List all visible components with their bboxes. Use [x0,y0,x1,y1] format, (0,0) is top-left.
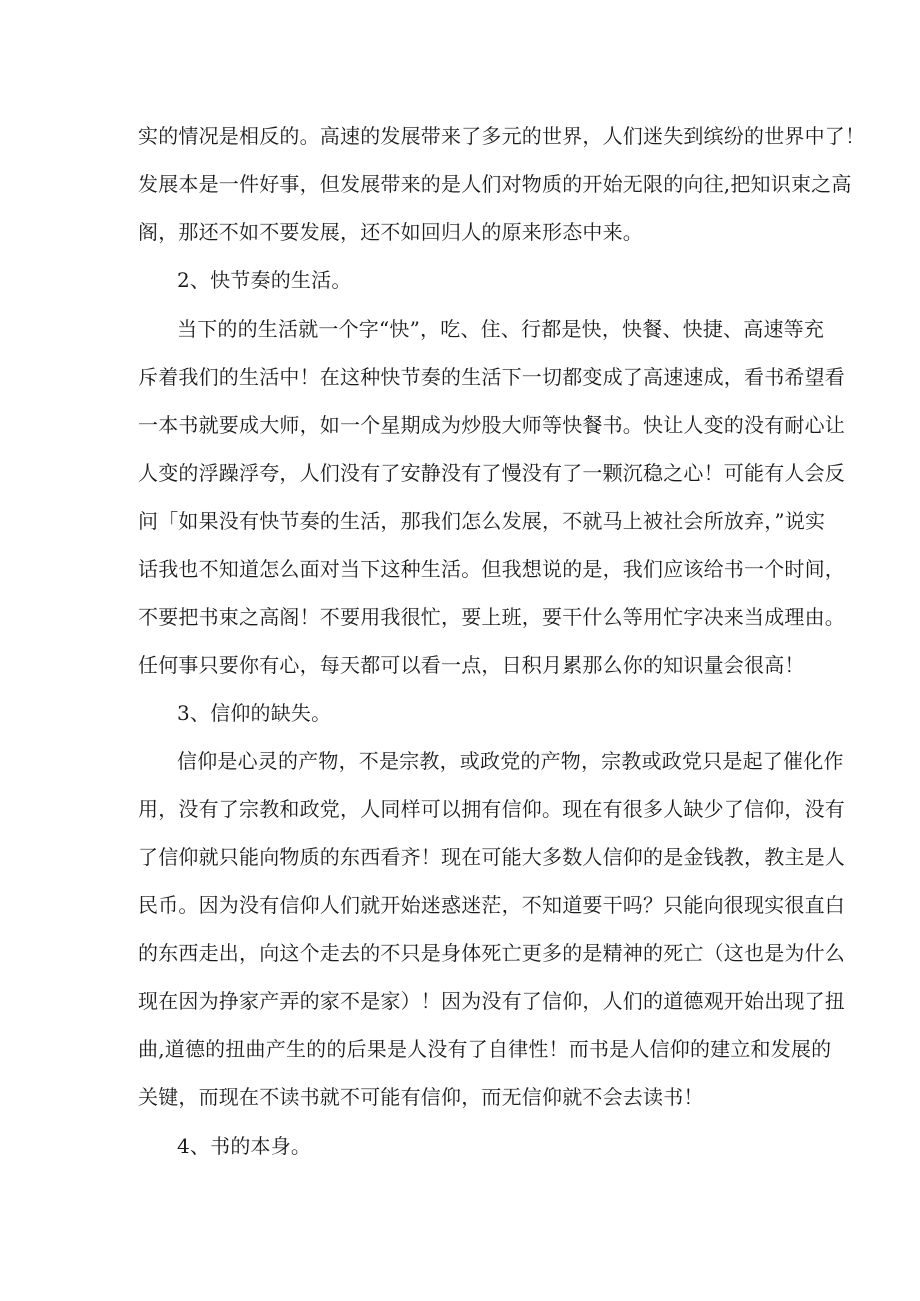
paragraph-line: 一本书就要成大师，如一个星期成为炒股大师等快餐书。快让人变的没有耐心让 [138,413,845,437]
paragraph-line: 关键，而现在不读书就不可能有信仰，而无信仰就不会去读书！ [138,1085,704,1109]
paragraph-line: 了信仰就只能向物质的东西看齐！现在可能大多数人信仰的是金钱教，教主是人 [138,845,845,869]
paragraph-line: 不要把书束之高阁！不要用我很忙，要上班，要干什么等用忙字决来当成理由。 [138,605,845,629]
paragraph-line: 民币。因为没有信仰人们就开始迷惑迷茫，不知道要干吗？只能向很现实很直白 [138,893,845,917]
paragraph-line: 用，没有了宗教和政党，人同样可以拥有信仰。现在有很多人缺少了信仰，没有 [138,797,845,821]
paragraph-line: 实的情况是相反的。高速的发展带来了多元的世界，人们迷失到缤纷的世界中了！ [138,124,866,148]
paragraph-line: 阁，那还不如不要发展，还不如回归人的原来形态中来。 [138,220,643,244]
paragraph-line: 斥着我们的生活中！在这种快节奏的生活下一切都变成了高速速成，看书希望看 [138,365,845,389]
paragraph-line: 话我也不知道怎么面对当下这种生活。但我想说的是，我们应该给书一个时间， [138,557,845,581]
paragraph-line: 的东西走出，向这个走去的不只是身体死亡更多的是精神的死亡（这也是为什么 [138,941,845,965]
section-heading-3: 3、信仰的缺失。 [177,701,332,725]
paragraph-line: 当下的的生活就一个字“快”，吃、住、行都是快，快餐、快捷、高速等充 [177,317,825,341]
paragraph-line: 曲,道德的扭曲产生的的后果是人没有了自律性！而书是人信仰的建立和发展的 [138,1037,832,1061]
section-heading-4: 4、书的本身。 [177,1134,312,1158]
paragraph-line: 现在因为挣家产弄的家不是家）！因为没有了信仰，人们的道德观开始出现了扭 [138,989,845,1013]
paragraph-line: 人变的浮躁浮夸，人们没有了安静没有了慢没有了一颗沉稳之心！可能有人会反 [138,461,845,485]
paragraph-line: 信仰是心灵的产物，不是宗教，或政党的产物，宗教或政党只是起了催化作 [177,749,844,773]
paragraph-line: 问「如果没有快节奏的生活，那我们怎么发展，不就马上被社会所放弃，”说实 [138,509,826,533]
paragraph-line: 任何事只要你有心，每天都可以看一点，日积月累那么你的知识量会很高！ [138,653,805,677]
section-heading-2: 2、快节奏的生活。 [177,268,352,292]
paragraph-line: 发展本是一件好事，但发展带来的是人们对物质的开始无限的向往,把知识束之高 [138,172,852,196]
